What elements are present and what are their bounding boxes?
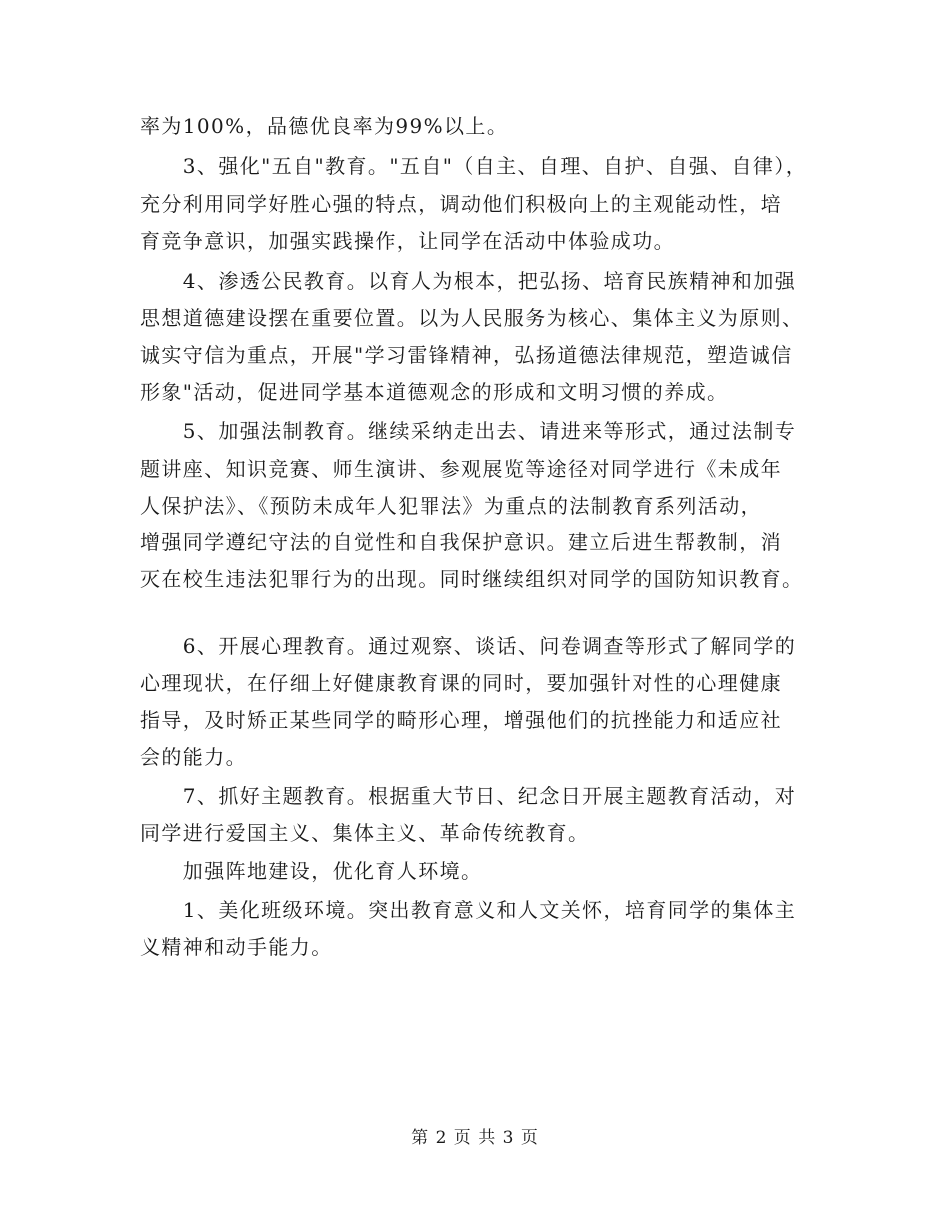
text-line: 人保护法》、《预防未成年人犯罪法》为重点的法制教育系列活动，	[140, 494, 762, 518]
text-line: 7、抓好主题教育。根据重大节日、纪念日开展主题教育活动，对	[140, 784, 797, 808]
text-line: 率为100%，品德优良率为99%以上。	[140, 114, 509, 138]
text-line: 3、强化"五自"教育。"五自"（自主、自理、自护、自强、自律），	[140, 154, 808, 178]
text-line: 充分利用同学好胜心强的特点，调动他们积极向上的主观能动性，培	[140, 192, 782, 216]
text-line: 1、美化班级环境。突出教育意义和人文关怀，培育同学的集体主	[140, 898, 797, 922]
text-line: 增强同学遵纪守法的自觉性和自我保护意识。建立后进生帮教制，消	[140, 530, 782, 554]
text-line: 诚实守信为重点，开展"学习雷锋精神，弘扬道德法律规范，塑造诚信	[140, 343, 793, 367]
text-line: 题讲座、知识竞赛、师生演讲、参观展览等途径对同学进行《未成年	[140, 457, 782, 481]
text-line: 加强阵地建设，优化育人环境。	[140, 859, 483, 883]
text-line: 心理现状，在仔细上好健康教育课的同时，要加强针对性的心理健康	[140, 671, 782, 695]
text-line: 会的能力。	[140, 745, 247, 769]
text-line: 义精神和动手能力。	[140, 935, 333, 959]
text-line: 灭在校生违法犯罪行为的出现。同时继续组织对同学的国防知识教育。	[140, 567, 804, 591]
text-line: 思想道德建设摆在重要位置。以为人民服务为核心、集体主义为原则、	[140, 306, 804, 330]
text-line: 育竞争意识，加强实践操作，让同学在活动中体验成功。	[140, 229, 675, 253]
text-line: 指导，及时矫正某些同学的畸形心理，增强他们的抗挫能力和适应社	[140, 708, 782, 732]
text-line: 4、渗透公民教育。以育人为根本，把弘扬、培育民族精神和加强	[140, 269, 797, 293]
text-line: 形象"活动，促进同学基本道德观念的形成和文明习惯的养成。	[140, 380, 729, 404]
text-line: 6、开展心理教育。通过观察、谈话、问卷调查等形式了解同学的	[140, 634, 797, 658]
page-number-footer: 第 2 页 共 3 页	[411, 1128, 539, 1148]
text-line: 5、加强法制教育。继续采纳走出去、请进来等形式，通过法制专	[140, 419, 797, 443]
text-line: 同学进行爱国主义、集体主义、革命传统教育。	[140, 821, 590, 845]
